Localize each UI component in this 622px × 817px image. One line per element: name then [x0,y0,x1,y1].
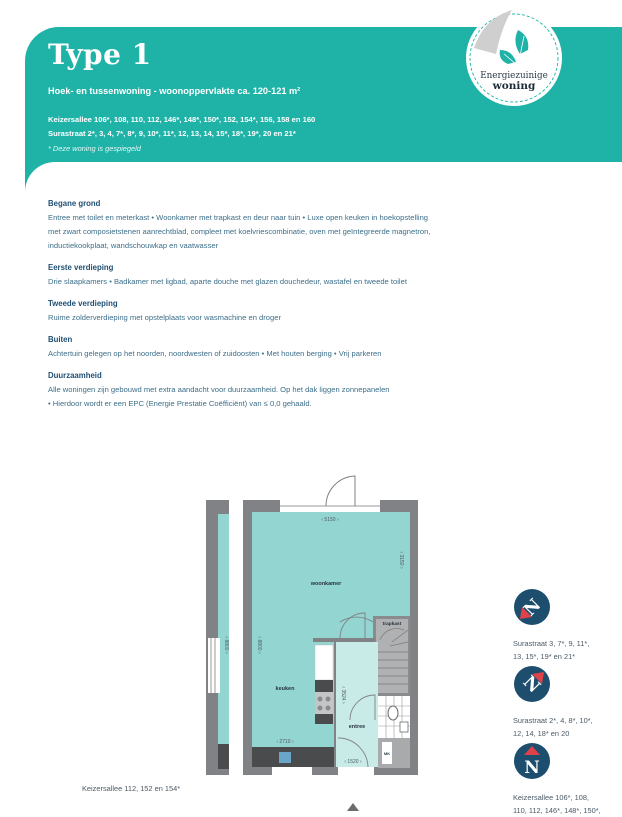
section-line: Entree met toilet en meterkast • Woonkamer met trapkast en deur naar tuin • Luxe open keuken in hoekopstelling [48,213,429,222]
orientation-line: Surastraat 2*, 4, 8*, 10*, [513,716,593,725]
section-heading: Tweede verdieping [48,299,118,308]
toilet-icon [388,706,398,720]
room-label-meter: MK [384,752,390,756]
section-line: Achtertuin gelegen op het noorden, noordwesten of zuidoosten • Met houten berging • Vrij parkeren [48,349,382,358]
compass-letter: N [518,672,544,698]
orientation-line: Keizersallee 106*, 108, [513,793,590,802]
section-line: Ruime zolderverdieping met opstelplaats voor wasmachine en droger [48,313,281,322]
mirrored-note: * Deze woning is gespiegeld [48,144,141,153]
dim-entrance-height: ‹ 3524 › [340,686,346,704]
section-heading: Buiten [48,335,73,344]
orientation-text [513,637,618,663]
dim-side-height: ‹ 8800 › [223,636,229,654]
hob [315,692,333,714]
page-title: Type 1 [48,38,152,71]
sticker-text-1: Energiezuinige [480,71,548,81]
floor-plan [190,470,430,813]
orientation-line: Surastraat 3, 7*, 9, 11*, [513,639,590,648]
compass-northwest-icon [513,588,551,626]
compass-northeast-icon [513,665,551,703]
orientation-text [513,714,618,740]
side-plan-label: Keizersallee 112, 152 en 154* [82,784,181,793]
address-line-keizersallee: Keizersallee 106*, 108, 110, 112, 146*, 148*, 150*, 152, 154*, 156, 158 en 160 [48,115,316,124]
dim-entrance-width: ‹ 1520 › [344,759,362,765]
side-window [208,638,220,693]
interior-wall [313,638,375,642]
page-subtitle: Hoek- en tussenwoning - woonoppervlakte ca. 120-121 m² [48,86,301,96]
section-tweede-verdieping [48,299,588,325]
orientation-text [513,791,618,817]
section-heading: Begane grond [48,199,101,208]
dim-left-height: ‹ 8800 › [256,636,262,654]
section-line: • Hierdoor wordt er een EPC (Energie Prestatie Coëfficiënt) van ≤ 0,0 gehaald. [48,399,312,408]
orientation-northwest [513,588,618,663]
front-door-opening [338,767,374,775]
compass-letter: N [520,595,546,621]
section-heading: Duurzaamheid [48,371,102,380]
dim-width-top: ‹ 5150 › [321,517,339,523]
section-heading: Eerste verdieping [48,263,114,272]
dim-right-height: ‹ 3150 › [398,551,404,569]
sticker-text-2: woning [492,80,536,92]
section-line: Drie slaapkamers • Badkamer met ligbad, aparte douche met glazen douchedeur, wastafel en tweede toilet [48,277,407,286]
section-line: met zwart composietstenen aanrechtblad, compleet met koelvriescombinatie, oven met geïntegreerde magnetron, [48,227,431,236]
dim-kitchen-width: ‹ 2710 › [276,739,294,745]
orientation-north [513,742,618,817]
section-line: Alle woningen zijn gebouwd met extra aandacht voor duurzaamheid. Op het dak liggen zonnepanelen [48,385,390,394]
orientation-northeast [513,665,618,740]
room-label-stairs: trapkast [382,622,402,627]
energy-sticker [462,6,564,108]
entrance-floor [336,642,378,767]
compass-letter: N [524,758,540,778]
section-line: inductiekookplaat, wandschouwkap en vaatwasser [48,241,219,250]
orientation-line: 13, 15*, 19* en 21* [513,652,576,661]
features-list [48,199,588,421]
room-label-entrance: entree [348,724,366,730]
section-eerste-verdieping [48,263,588,289]
room-label-kitchen: keuken [275,686,295,692]
kitchen-counter-low [315,714,333,724]
section-duurzaamheid [48,371,588,411]
entrance-wall [334,642,336,775]
section-begane-grond [48,199,588,253]
stairs [376,619,408,693]
section-buiten [48,335,588,361]
side-strip-dark [218,744,229,769]
orientation-line: 110, 112, 146*, 148*, 150*, [513,806,601,815]
kitchen-counter [315,680,333,692]
entrance-arrow-icon [347,803,359,811]
fridge-unit [315,645,333,680]
address-line-surastraat: Surastraat 2*, 3, 4, 7*, 8*, 9, 10*, 11*, 12, 13, 14, 15*, 18*, 19*, 20 en 21* [48,129,296,138]
room-label-living: woonkamer [310,581,342,587]
side-strip-floor [218,514,229,744]
kitchen-window [272,767,312,775]
orientation-line: 12, 14, 18* en 20 [513,729,570,738]
kitchen-sink [279,752,291,763]
sink-icon [400,722,408,732]
compass-north-icon [513,742,551,780]
